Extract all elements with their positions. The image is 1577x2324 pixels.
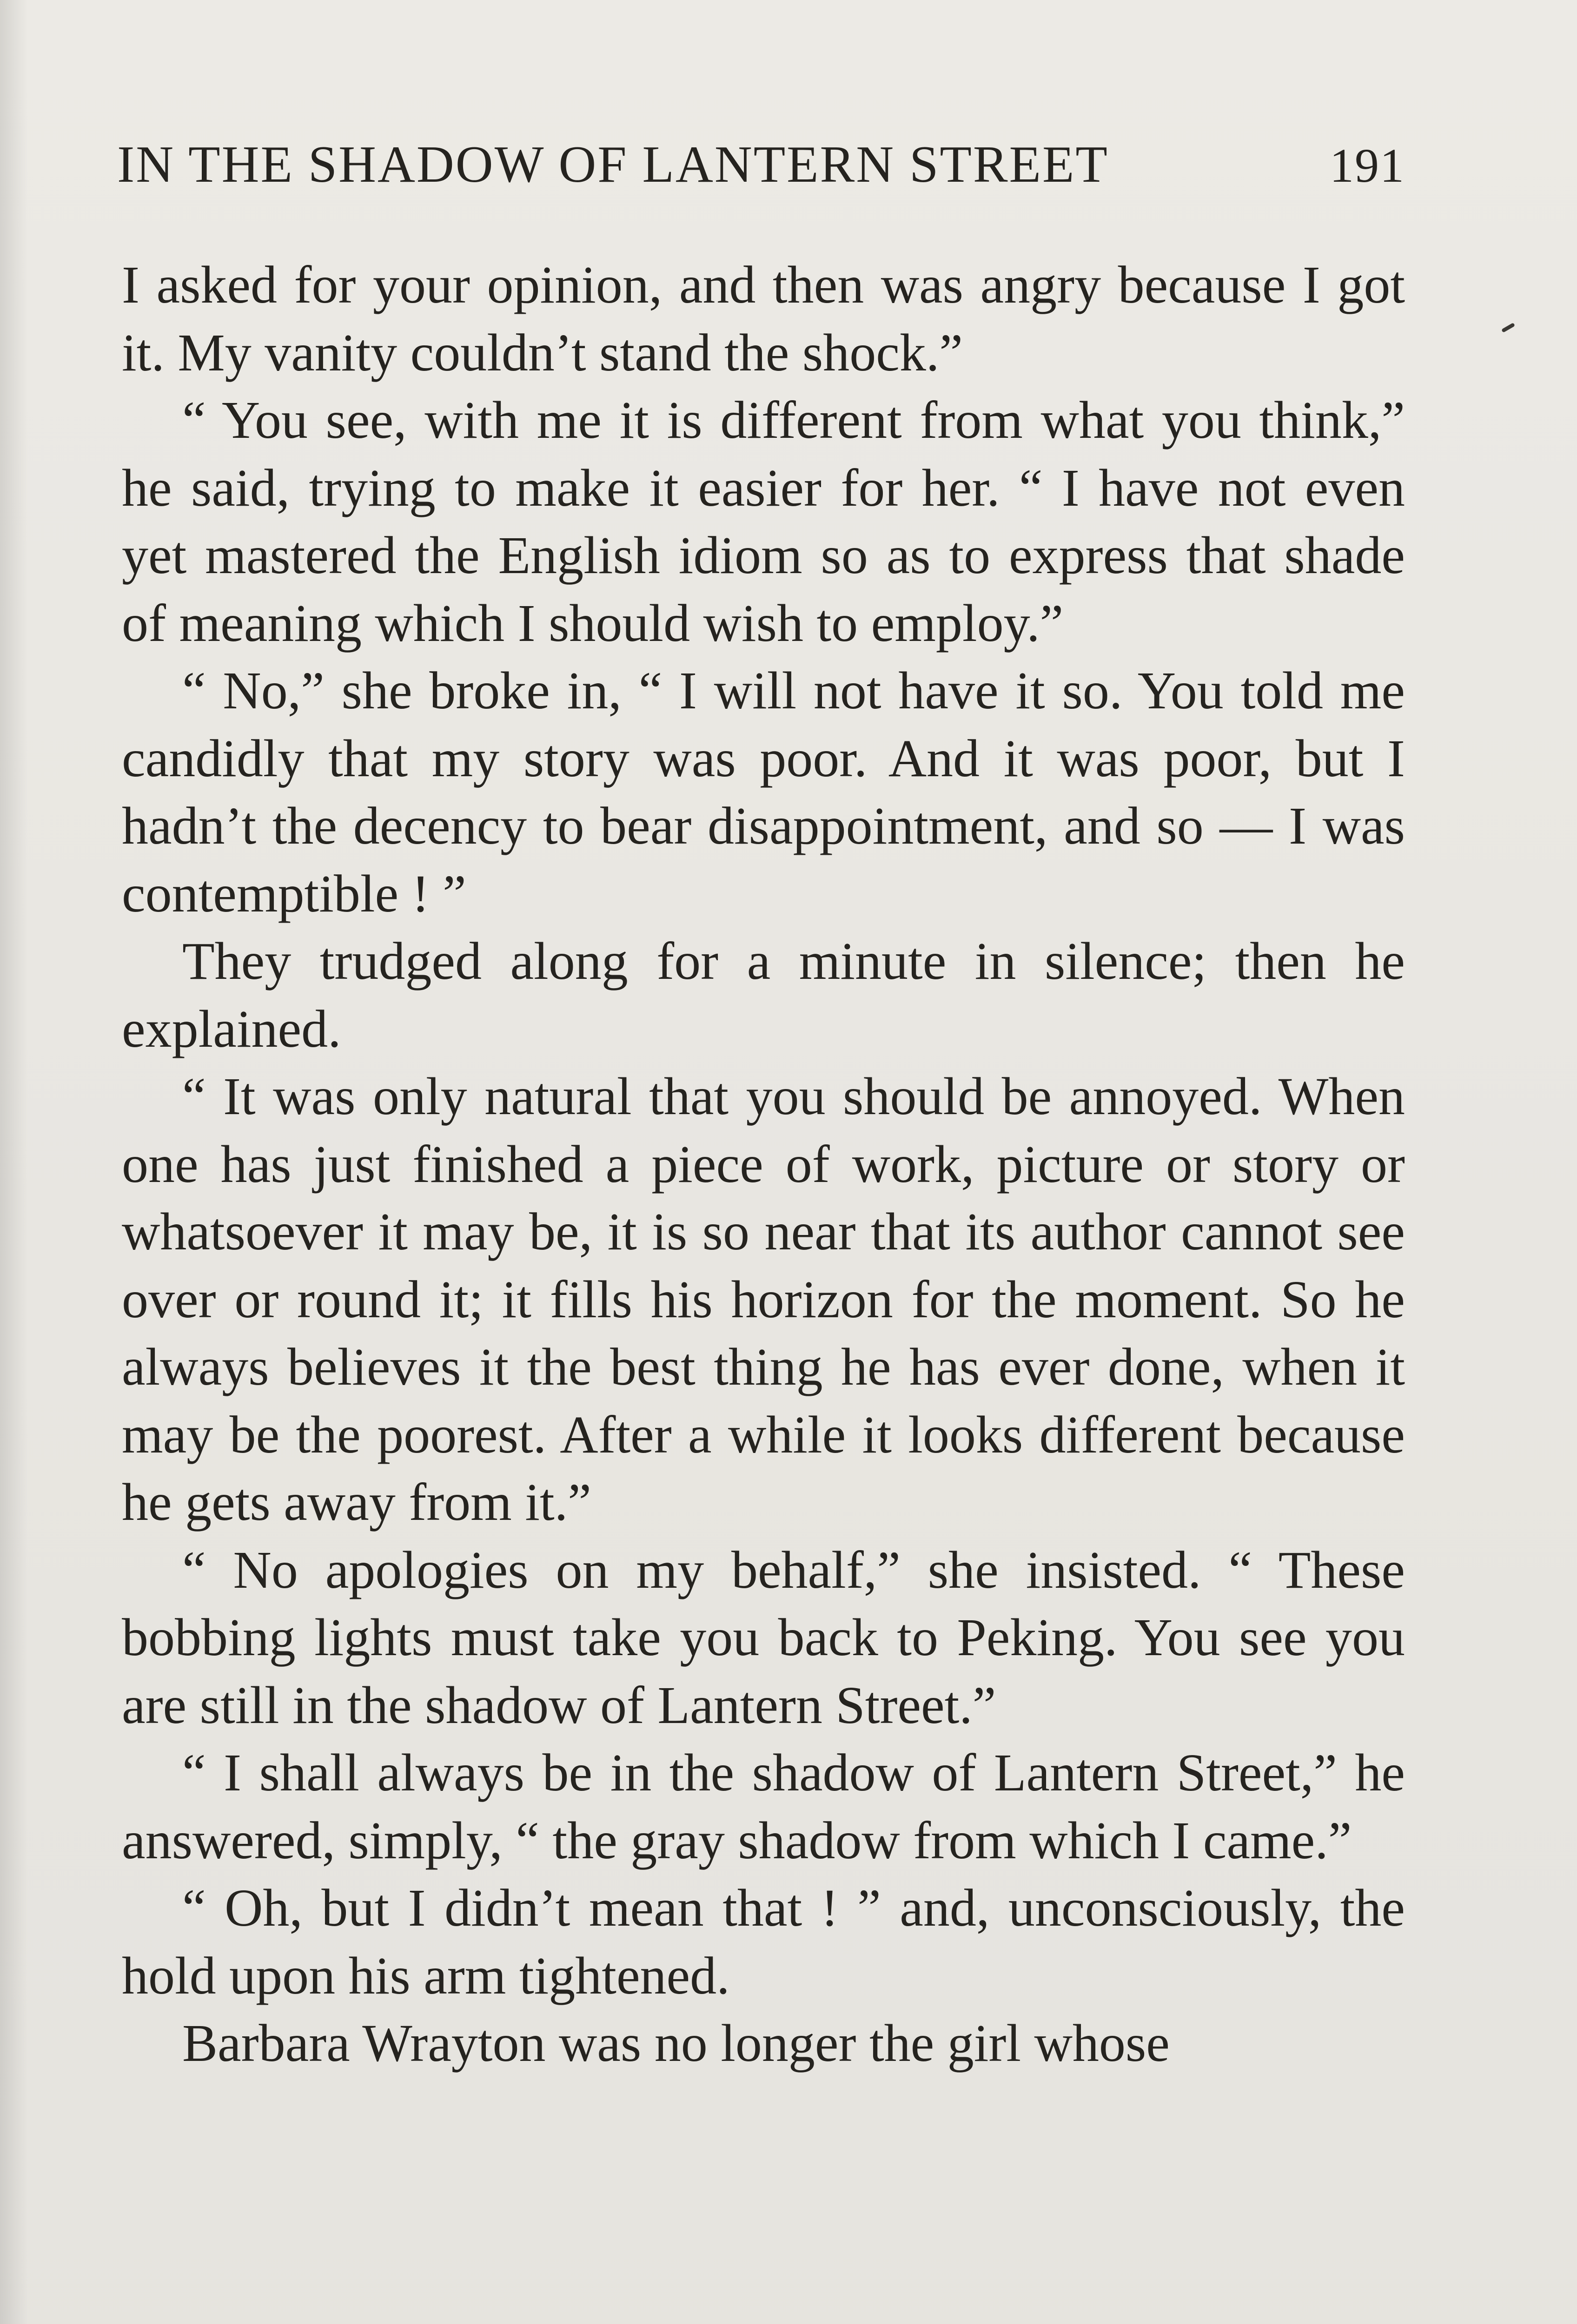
paragraph: I asked for your opinion, and then was angry because I got it. My vanity couldn’t stand the shock.” xyxy=(122,255,1405,382)
paragraph: “ You see, with me it is different from what you think,” he said, trying to make it easier for her. “ I have not even yet mastered the English idiom so as to express that shade of meaning which I should wish to employ.” xyxy=(122,390,1405,653)
paragraph: “ I shall always be in the shadow of Lantern Street,” he answered, simply, “ the gray shadow from which I came.” xyxy=(122,1743,1405,1870)
page-shadow xyxy=(0,0,28,2324)
paragraph: “ No apologies on my behalf,” she insisted. “ These bobbing lights must take you back to Peking. You see you are still in the shadow of Lantern Street.” xyxy=(122,1540,1405,1735)
running-title: IN THE SHADOW OF LANTERN STREET xyxy=(117,136,1109,193)
paragraph: “ It was only natural that you should be annoyed. When one has just finished a piece of work, picture or story or whatsoever it may be, it is so near that its author cannot see over or round it; it fills his horizon for the moment. So he always believes it the best thing he has ever done, when it may be the poorest. After a while it looks different because he gets away from it.” xyxy=(122,1067,1405,1532)
running-head xyxy=(117,135,1405,195)
body-text xyxy=(122,251,1405,2077)
paragraph: “ Oh, but I didn’t mean that ! ” and, unconsciously, the hold upon his arm tightened. xyxy=(122,1878,1405,2005)
ink-speck xyxy=(1501,323,1515,333)
paragraph: “ No,” she broke in, “ I will not have it so. You told me candidly that my story was poor. And it was poor, but I hadn’t the decency to bear disappointment, and so — I was contemptible ! ” xyxy=(122,661,1405,923)
paragraph: They trudged along for a minute in silence; then he explained. xyxy=(122,931,1405,1058)
paragraph: Barbara Wrayton was no longer the girl whose xyxy=(182,2014,1170,2073)
page-number: 191 xyxy=(1330,139,1405,192)
